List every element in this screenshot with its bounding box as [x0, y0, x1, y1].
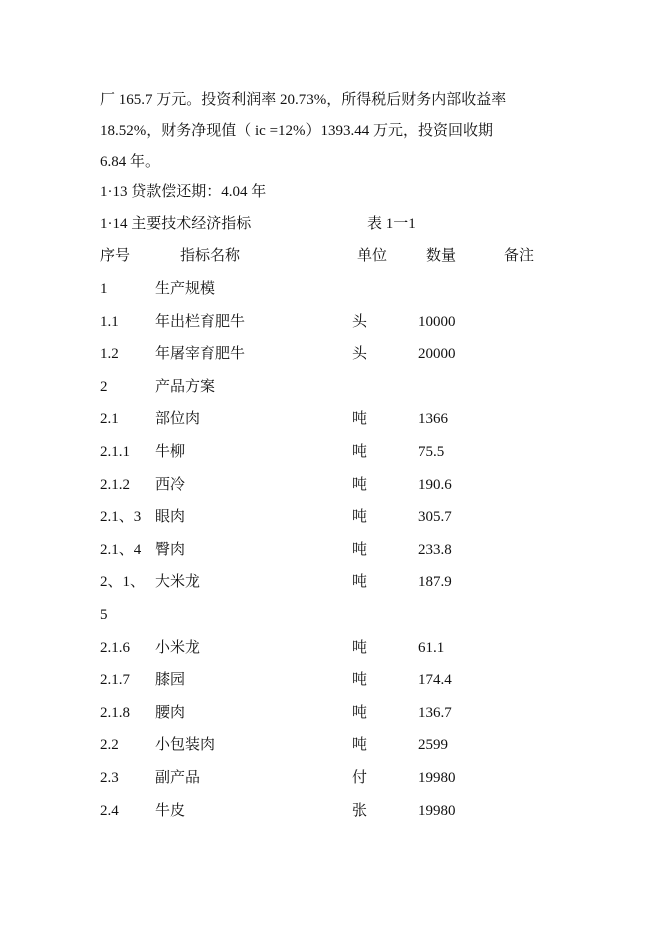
table-row: [0, 767, 662, 789]
table-row: [0, 604, 662, 626]
cell-name: 生产规模: [155, 281, 216, 297]
table-row: [0, 702, 662, 724]
table-row: [0, 539, 662, 561]
cell-qty: 75.5: [418, 444, 445, 460]
cell-qty: 136.7: [418, 705, 452, 721]
cell-no: 2: [100, 379, 108, 395]
cell-name: 西冷: [155, 477, 186, 493]
cell-no: 1.2: [100, 346, 119, 362]
table-title: 1·14 主要技术经济指标: [100, 216, 252, 232]
cell-name: 大米龙: [155, 574, 201, 590]
table-row: [0, 343, 662, 365]
cell-name: 腰肉: [155, 705, 186, 721]
cell-no: 1: [100, 281, 108, 297]
cell-unit: 吨: [352, 640, 368, 656]
cell-unit: 吨: [352, 542, 368, 558]
cell-unit: 吨: [352, 672, 368, 688]
cell-name: 膝园: [155, 672, 186, 688]
table-row: [0, 669, 662, 691]
paragraph-line-1: 厂 165.7 万元。投资利润率 20.73%，所得税后财务内部收益率: [100, 92, 507, 108]
cell-qty: 19980: [418, 803, 456, 819]
cell-no: 2.3: [100, 770, 119, 786]
table-row: [0, 637, 662, 659]
cell-no: 2.4: [100, 803, 119, 819]
cell-qty: 20000: [418, 346, 456, 362]
cell-name: 副产品: [155, 770, 201, 786]
table-row: [0, 800, 662, 822]
cell-name: 年出栏育肥牛: [155, 314, 246, 330]
cell-no: 5: [100, 607, 108, 623]
cell-unit: 头: [352, 346, 368, 362]
cell-no: 2.1.2: [100, 477, 130, 493]
cell-qty: 190.6: [418, 477, 452, 493]
cell-name: 小包装肉: [155, 737, 216, 753]
cell-qty: 61.1: [418, 640, 445, 656]
table-row: [0, 408, 662, 430]
paragraph-line-3: 6.84 年。: [100, 154, 161, 170]
cell-unit: 吨: [352, 705, 368, 721]
cell-unit: 吨: [352, 509, 368, 525]
cell-name: 产品方案: [155, 379, 216, 395]
cell-no: 2.1: [100, 411, 119, 427]
table-row: [0, 734, 662, 756]
table-row: [0, 376, 662, 398]
cell-no: 2、1、: [100, 574, 146, 590]
header-no: 序号: [100, 248, 131, 264]
header-name: 指标名称: [180, 248, 241, 264]
cell-name: 部位肉: [155, 411, 201, 427]
cell-qty: 233.8: [418, 542, 452, 558]
table-row: [0, 311, 662, 333]
cell-qty: 19980: [418, 770, 456, 786]
cell-unit: 张: [352, 803, 368, 819]
cell-qty: 174.4: [418, 672, 452, 688]
cell-name: 小米龙: [155, 640, 201, 656]
cell-qty: 2599: [418, 737, 448, 753]
table-caption: [0, 213, 662, 235]
cell-name: 眼肉: [155, 509, 186, 525]
cell-unit: 头: [352, 314, 368, 330]
cell-no: 1.1: [100, 314, 119, 330]
cell-unit: 吨: [352, 477, 368, 493]
cell-no: 2.1.6: [100, 640, 130, 656]
cell-unit: 吨: [352, 411, 368, 427]
cell-name: 牛皮: [155, 803, 186, 819]
table-row: [0, 571, 662, 593]
cell-no: 2.1、3: [100, 509, 142, 525]
table-header: [0, 245, 662, 267]
cell-no: 2.1、4: [100, 542, 142, 558]
cell-no: 2.1.8: [100, 705, 130, 721]
header-unit: 单位: [357, 248, 388, 264]
cell-no: 2.1.7: [100, 672, 130, 688]
cell-unit: 吨: [352, 444, 368, 460]
table-row: [0, 278, 662, 300]
cell-name: 牛柳: [155, 444, 186, 460]
cell-qty: 10000: [418, 314, 456, 330]
table-row: [0, 506, 662, 528]
cell-unit: 吨: [352, 574, 368, 590]
cell-unit: 吨: [352, 737, 368, 753]
table-number: 表 1一1: [367, 216, 416, 232]
cell-name: 臀肉: [155, 542, 186, 558]
table-row: [0, 474, 662, 496]
paragraph-line-2: 18.52%，财务净现值（ ic =12%）1393.44 万元，投资回收期: [100, 123, 494, 139]
header-note: 备注: [504, 248, 535, 264]
loan-repayment-line: 1·13 贷款偿还期：4.04 年: [100, 184, 267, 200]
cell-unit: 付: [352, 770, 368, 786]
cell-no: 2.1.1: [100, 444, 130, 460]
table-row: [0, 441, 662, 463]
cell-qty: 305.7: [418, 509, 452, 525]
cell-qty: 1366: [418, 411, 448, 427]
cell-qty: 187.9: [418, 574, 452, 590]
cell-no: 2.2: [100, 737, 119, 753]
header-qty: 数量: [426, 248, 457, 264]
cell-name: 年屠宰育肥牛: [155, 346, 246, 362]
